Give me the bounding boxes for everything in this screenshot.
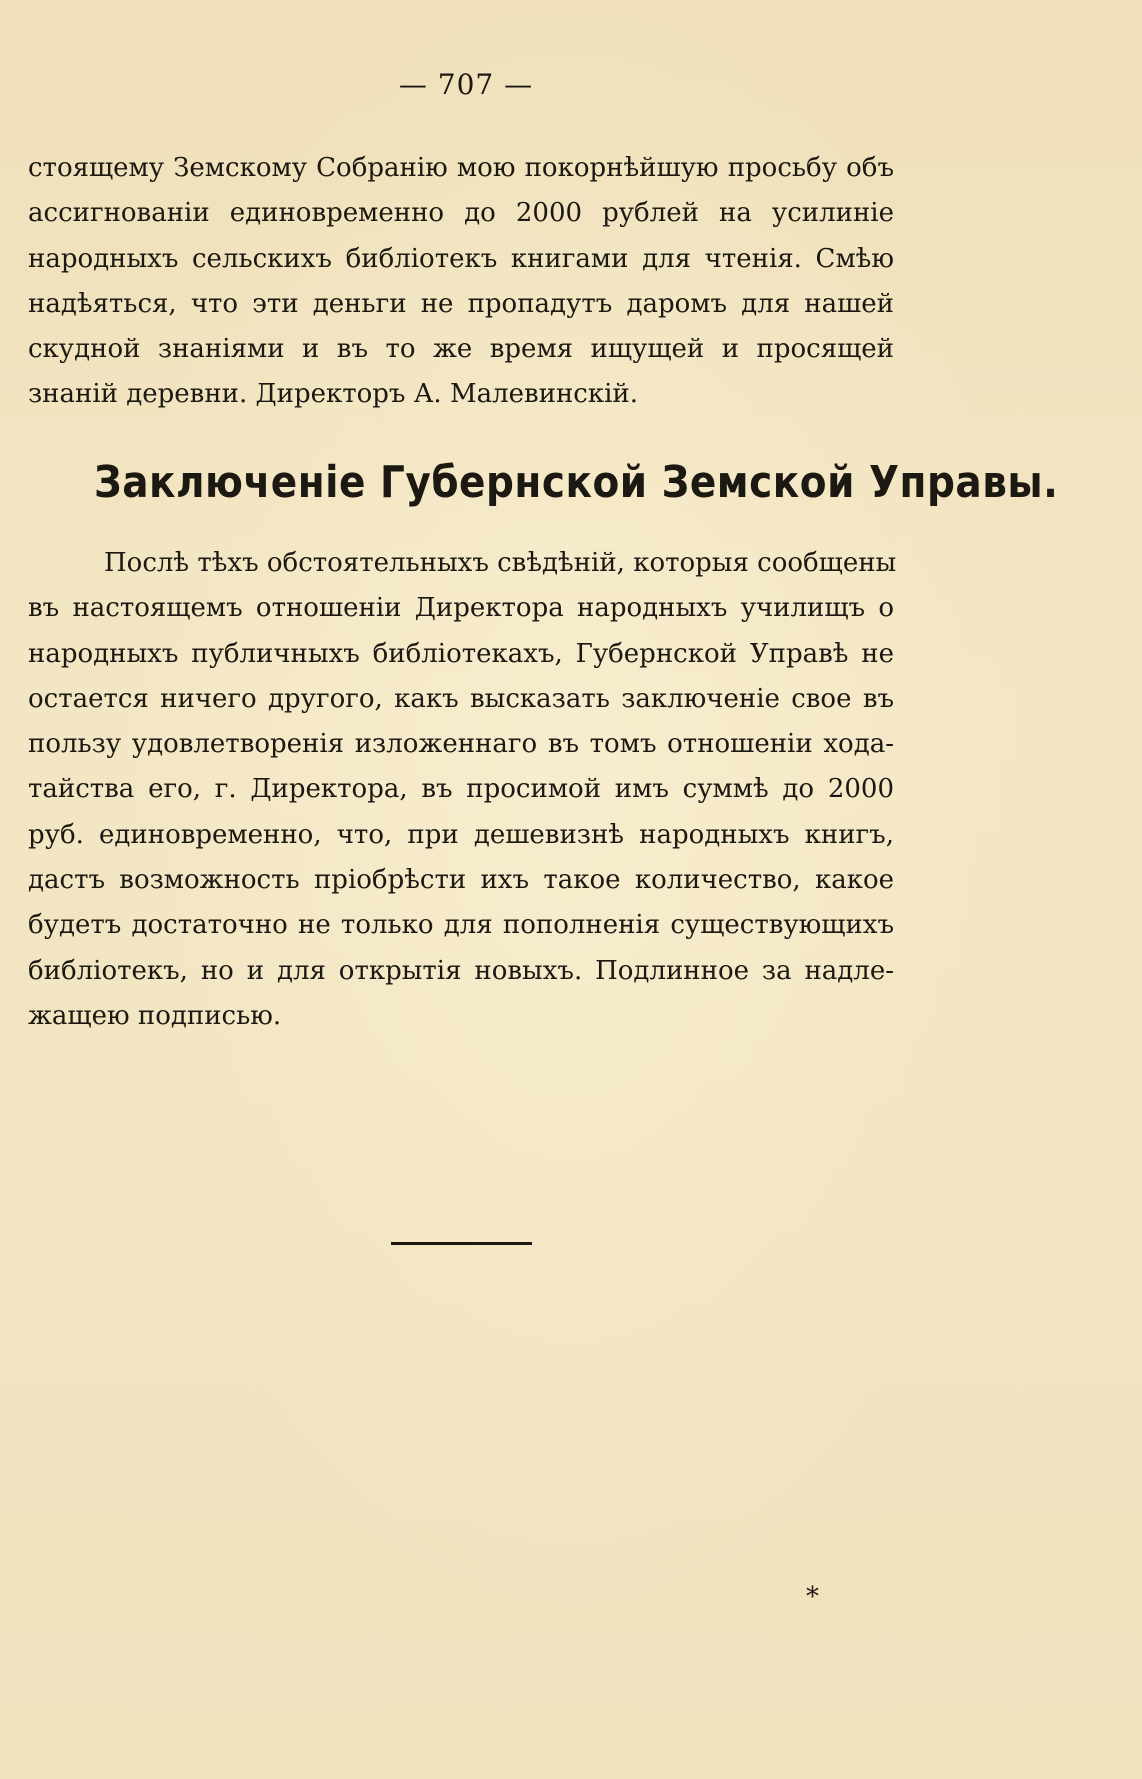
- text-line: пользу удовлетворенія изложеннаго въ томъ отношеніи хода-: [28, 729, 894, 760]
- text-line: жащею подписью.: [28, 1000, 282, 1031]
- text-line: народныхъ публичныхъ библіотекахъ, Губернской Управѣ не: [28, 638, 894, 669]
- page-number: — 707 —: [398, 68, 534, 101]
- text-line: остается ничего другого, какъ высказать заключеніе свое въ: [28, 683, 894, 714]
- paragraph-director-request: [28, 146, 894, 418]
- text-line: тайства его, г. Директора, въ просимой имъ суммѣ до 2000: [28, 774, 894, 805]
- text-line: ассигнованіи единовременно до 2000 рублей на усилиніе: [28, 198, 894, 229]
- text-line: стоящему Земскому Собранію мою покорнѣйшую просьбу объ: [28, 153, 894, 183]
- text-line: въ настоящемъ отношеніи Директора народныхъ училищъ о: [28, 593, 894, 624]
- text-line: библіотекъ, но и для открытія новыхъ. Подлинное за надле-: [28, 955, 894, 986]
- text-line: скудной знаніями и въ то же время ищущей и просящей: [28, 334, 894, 365]
- text-line: руб. единовременно, что, при дешевизнѣ народныхъ книгъ,: [28, 819, 894, 850]
- section-heading: Заключеніе Губернской Земской Управы.: [94, 458, 1059, 509]
- text-line: будетъ достаточно не только для пополненія существующихъ: [28, 910, 894, 941]
- text-line: надѣяться, что эти деньги не пропадутъ даромъ для нашей: [28, 288, 894, 319]
- signature-mark: *: [806, 1582, 819, 1612]
- paragraph-board-conclusion: [28, 541, 897, 1039]
- text-line: Послѣ тѣхъ обстоятельныхъ свѣдѣній, которыя сообщены: [104, 548, 897, 578]
- text-line: дастъ возможность пріобрѣсти ихъ такое количество, какое: [28, 865, 894, 896]
- text-line: знаній деревни. Директоръ А. Малевинскій.: [28, 379, 638, 410]
- text-line: народныхъ сельскихъ библіотекъ книгами для чтенія. Смѣю: [28, 243, 894, 274]
- section-divider-rule: [391, 1242, 532, 1245]
